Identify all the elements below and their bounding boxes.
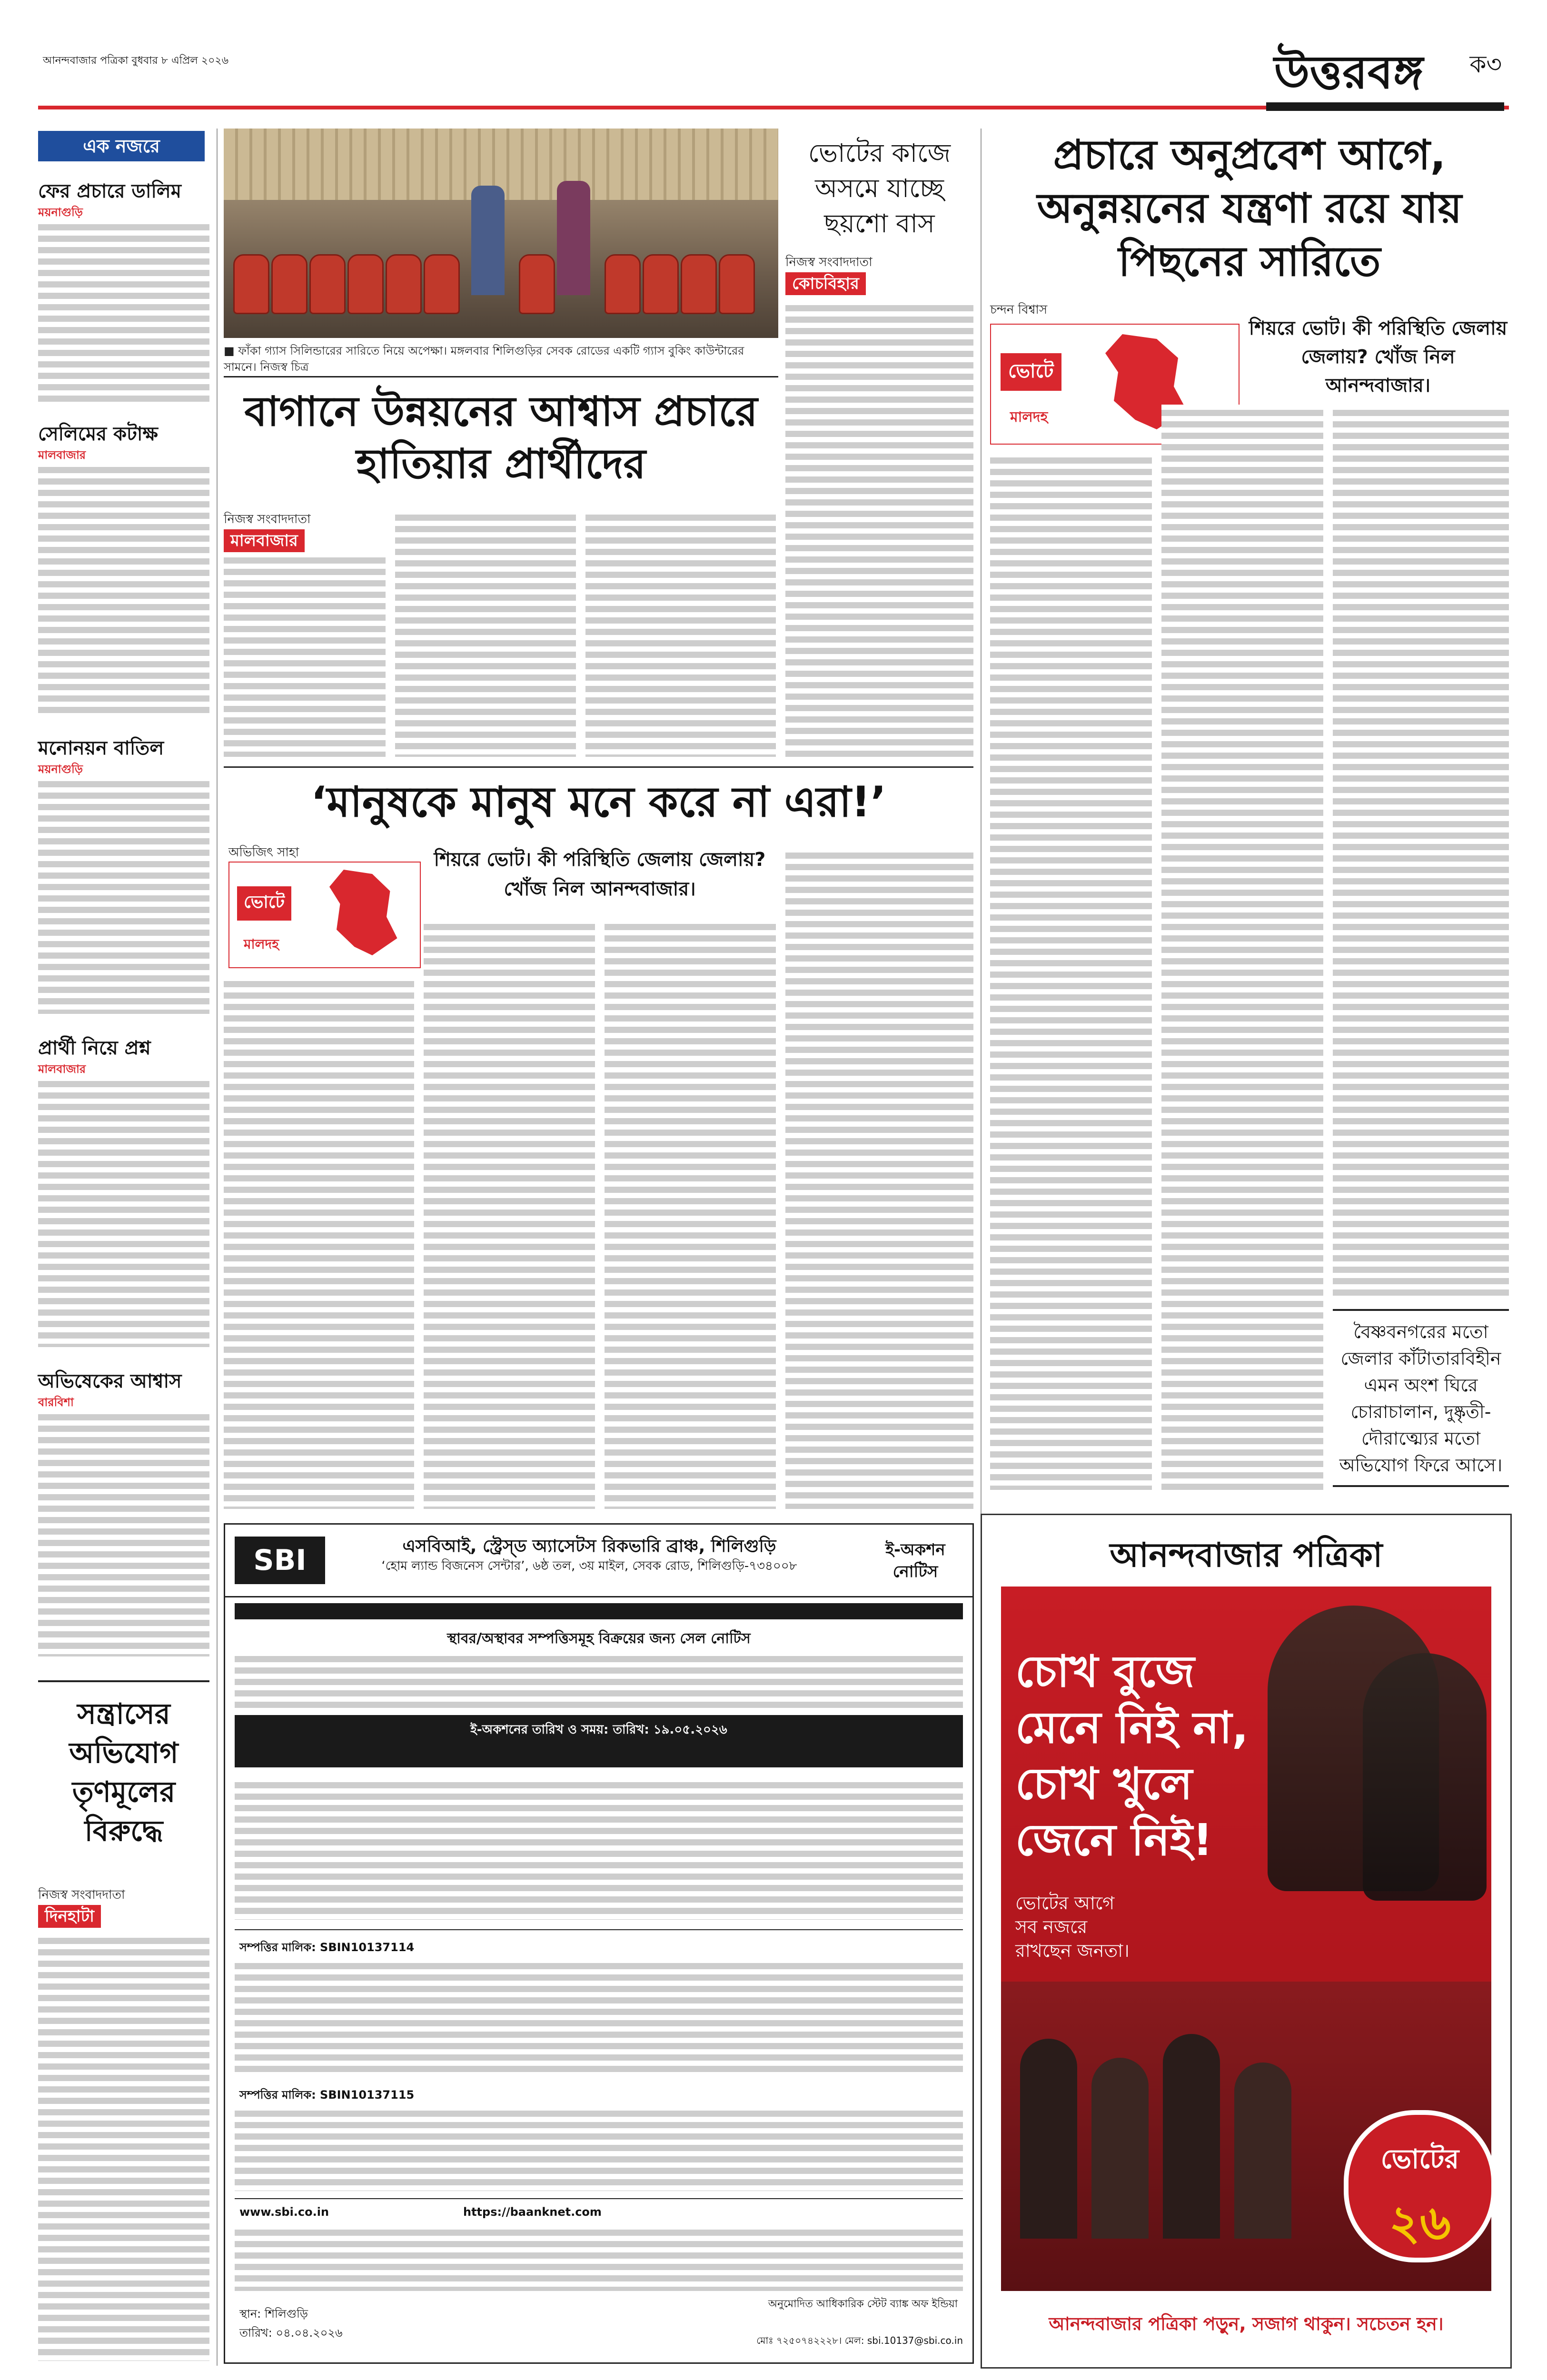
gas-cylinder [347, 254, 384, 314]
abp-slogan-line-3: চোখ খুলে [1015, 1758, 1193, 1809]
column-rule-left [217, 129, 218, 2366]
sbi-header [225, 1525, 972, 1597]
left-item-2-title: সেলিমের কটাক্ষ [38, 423, 158, 445]
sbi-property-2 [235, 2105, 963, 2191]
abp-badge-number: ২৬ [1388, 2195, 1451, 2251]
vote-badge-second [228, 862, 421, 968]
second-body-col3 [605, 919, 776, 1509]
garden-dateline [224, 528, 305, 555]
left-item-4-title: প্রার্থী নিয়ে প্রশ্ন [38, 1037, 151, 1059]
at-a-glance-title: এক নজরে [38, 131, 205, 161]
left-item-3-title: মনোনয়ন বাতিল [38, 737, 164, 759]
sbi-subtitle: স্থাবর/অস্থাবর সম্পত্তিসমূহ বিক্রয়ের জন্য সেল নোটিস [447, 1630, 751, 1647]
crowd-figure [1234, 2063, 1291, 2239]
lead-body-col1 [990, 452, 1152, 1490]
vote-badge-place-2: মালদহ [244, 936, 279, 952]
brand-bar [1266, 102, 1504, 111]
gas-cylinder [386, 254, 422, 314]
terror-body [38, 1933, 209, 2361]
second-byline: অভিজিৎ সাহা [228, 845, 299, 860]
second-top-rule [224, 766, 973, 768]
sbi-footnotes [235, 2224, 963, 2291]
lead-kicker: শিয়রে ভোট। কী পরিস্থিতি জেলায় জেলায়? খোঁজ নিল আনন্দবাজার। [1249, 317, 1507, 397]
second-body-col4 [785, 847, 973, 1509]
abp-brand: আনন্দবাজার পত্রিকা [1110, 1535, 1383, 1575]
bus-headline: ভোটের কাজে অসমে যাচ্ছে ছয়শো বাস [808, 138, 951, 238]
sbi-divider-2 [235, 2198, 963, 2199]
sbi-website: www.sbi.co.in [239, 2205, 329, 2219]
abp-slogan-line-1: চোখ বুজে [1015, 1646, 1195, 1697]
terror-place: দিনহাটা [38, 1905, 101, 1928]
section-title: উত্তরবঙ্গ [1274, 46, 1423, 99]
garden-body-col2 [395, 509, 576, 757]
vote-badge-label: ভোটে [1001, 353, 1061, 391]
gas-cylinder [605, 254, 641, 314]
lead-pull-quote: বৈষ্ণবনগরের মতো জেলার কাঁটাতারবিহীন এমন অংশ ঘিরে চোরাচালান, দুষ্কৃতী-দৌরাত্ম্যের মতো অভিযোগ ফিরে আসে। [1339, 1321, 1503, 1476]
page-number: ক৩ [1469, 50, 1502, 78]
second-body-col2 [424, 919, 595, 1509]
garden-top-rule [224, 376, 778, 377]
abp-model-figure-2 [1363, 1653, 1487, 1901]
sbi-title: এসবিআই, স্ট্রেস্ড অ্যাসেটস রিকভারি ব্রাঞ্চ, শিলিগুড়ি [402, 1537, 776, 1556]
terror-headline: সন্ত্রাসের অভিযোগ তৃণমূলের বিরুদ্ধে [69, 1697, 178, 1848]
sbi-address: ‘হোম ল্যান্ড বিজনেস সেন্টার’, ৬ষ্ঠ তল, ৩য় মাইল, সেবক রোড, শিলিগুড়ি-৭৩৪০০৮ [381, 1559, 797, 1573]
garden-byline: নিজস্ব সংবাদদাতা [224, 512, 311, 526]
abp-slogan-line-2: মেনে নিই না, [1015, 1702, 1249, 1753]
pull-quote-rule-top [1333, 1309, 1509, 1311]
abp-footer: আনন্দবাজার পত্রিকা পড়ুন, সজাগ থাকুন। সচেতন হন। [1049, 2313, 1444, 2334]
gas-cylinder [309, 254, 346, 314]
abp-badge-text: ভোটের [1380, 2144, 1459, 2175]
sbi-divider [235, 1929, 963, 1930]
sbi-place: স্থান: শিলিগুড়ি [239, 2307, 308, 2320]
crowd-figure [1020, 2039, 1077, 2239]
left-item-1-title: ফের প্রচারে ডালিম [38, 180, 181, 202]
vote-badge-label-2: ভোটে [237, 886, 291, 921]
bus-dateline [785, 271, 866, 298]
garden-headline: বাগানে উন্নয়নের আশ্বাস প্রচারে হাতিয়ার প্রার্থীদের [244, 388, 758, 488]
sbi-account-1: সম্পত্তির মালিক: SBIN10137114 [239, 1941, 415, 1954]
column-rule-mid [981, 129, 982, 1704]
left-item-5-place: বারবিশা [38, 1396, 74, 1409]
garden-body-col3 [585, 509, 776, 757]
abp-red-panel [1001, 1587, 1491, 2291]
garden-place: মালবাজার [224, 529, 305, 552]
sbi-auction-line: ই-অকশনের তারিখ ও সময়: তারিখ: ১৯.০৫.২০২৬ [470, 1723, 727, 1737]
abp-advertisement [981, 1514, 1512, 2369]
sbi-officer: অনুমোদিত আধিকারিক স্টেট ব্যাঙ্ক অফ ইন্ডিয়া [768, 2298, 958, 2310]
gas-cylinder [719, 254, 755, 314]
terror-byline: নিজস্ব সংবাদদাতা [38, 1888, 125, 1902]
sbi-auction-bar [235, 1715, 963, 1767]
photo-person [471, 186, 505, 295]
abp-subtext [1015, 1891, 1130, 1963]
abp-slogan-line-4: জেনে নিই! [1015, 1815, 1213, 1865]
crowd-figure [1091, 2058, 1149, 2239]
photo-person-2 [557, 181, 590, 295]
gas-cylinder [271, 254, 307, 314]
left-item-4-body [38, 1076, 209, 1347]
left-item-3-place: ময়নাগুড়ি [38, 763, 83, 776]
sbi-logo: SBI [235, 1537, 325, 1584]
left-item-2-place: মালবাজার [38, 448, 86, 462]
masthead-dateline: আনন্দবাজার পত্রিকা বুধবার ৮ এপ্রিল ২০২৬ [43, 55, 228, 67]
lead-byline: চন্দন বিশ্বাস [990, 303, 1048, 317]
abp-sub-2: সব নজরে [1015, 1916, 1088, 1937]
gas-queue-photo [224, 129, 778, 338]
bus-body [785, 300, 973, 757]
sbi-portal: https://baanknet.com [463, 2205, 602, 2219]
sbi-property-1 [235, 1958, 963, 2077]
abp-slogan [1015, 1644, 1249, 1868]
photo-caption: ■ ফাঁকা গ্যাস সিলিন্ডারের সারিতে নিয়ে অপেক্ষা। মঙ্গলবার শিলিগুড়ির সেবক রোডের একটি গ্যাস বুকিং কাউন্টারের সামনে। নিজস্ব চিত্র [224, 344, 744, 374]
second-headline: ‘মানুষকে মানুষ মনে করে না এরা!’ [311, 777, 886, 826]
crowd-figure [1163, 2034, 1220, 2239]
left-item-2-body [38, 462, 209, 714]
gas-cylinder [681, 254, 717, 314]
pull-quote-rule-bottom [1333, 1485, 1509, 1487]
left-divider [38, 1680, 209, 1682]
sbi-notice-tag: ই-অকশন নোটিস [885, 1540, 945, 1581]
left-item-1-body [38, 219, 209, 405]
sbi-date: তারিখ: ০৪.০৪.২০২৬ [239, 2326, 343, 2340]
gas-cylinder [643, 254, 679, 314]
garden-body-col1 [224, 552, 386, 757]
terror-dateline [38, 1904, 101, 1931]
sbi-auction-notice [224, 1523, 974, 2364]
vote-badge-place: মালদহ [1010, 409, 1048, 426]
second-kicker: শিয়রে ভোট। কী পরিস্থিতি জেলায় জেলায়? খোঁজ নিল আনন্দবাজার। [434, 849, 766, 900]
district-map-icon [329, 870, 401, 955]
sbi-officer-bar [235, 1603, 963, 1619]
sbi-intro-text [235, 1651, 963, 1708]
bus-place: কোচবিহার [785, 272, 866, 295]
left-item-4-place: মালবাজার [38, 1062, 86, 1076]
left-item-5-title: অভিষেকের আশ্বাস [38, 1370, 182, 1392]
left-item-5-body [38, 1409, 209, 1656]
second-body-col1 [224, 976, 414, 1509]
lead-headline: প্রচারে অনুপ্রবেশ আগে, অনুন্নয়নের যন্ত্রণা রয়ে যায় পিছনের সারিতে [1037, 131, 1462, 286]
abp-vote-badge [1344, 2110, 1491, 2262]
sbi-terms-text [235, 1777, 963, 1920]
gas-cylinder [519, 254, 555, 314]
sbi-account-2: সম্পত্তির মালিক: SBIN10137115 [239, 2088, 415, 2102]
abp-sub-1: ভোটের আগে [1015, 1893, 1115, 1914]
left-item-3-body [38, 776, 209, 1014]
abp-sub-3: রাখছেন জনতা। [1015, 1940, 1130, 1961]
bus-byline: নিজস্ব সংবাদদাতা [785, 255, 873, 269]
sbi-contact: মোঃ ৭২৫০৭৪২২২৮। মেল: sbi.10137@sbi.co.in [756, 2335, 963, 2346]
lead-body-col2 [1161, 405, 1323, 1490]
lead-body-col3 [1333, 405, 1509, 1299]
gas-cylinder [424, 254, 460, 314]
left-item-1-place: ময়নাগুড়ি [38, 206, 83, 219]
gas-cylinder [233, 254, 269, 314]
